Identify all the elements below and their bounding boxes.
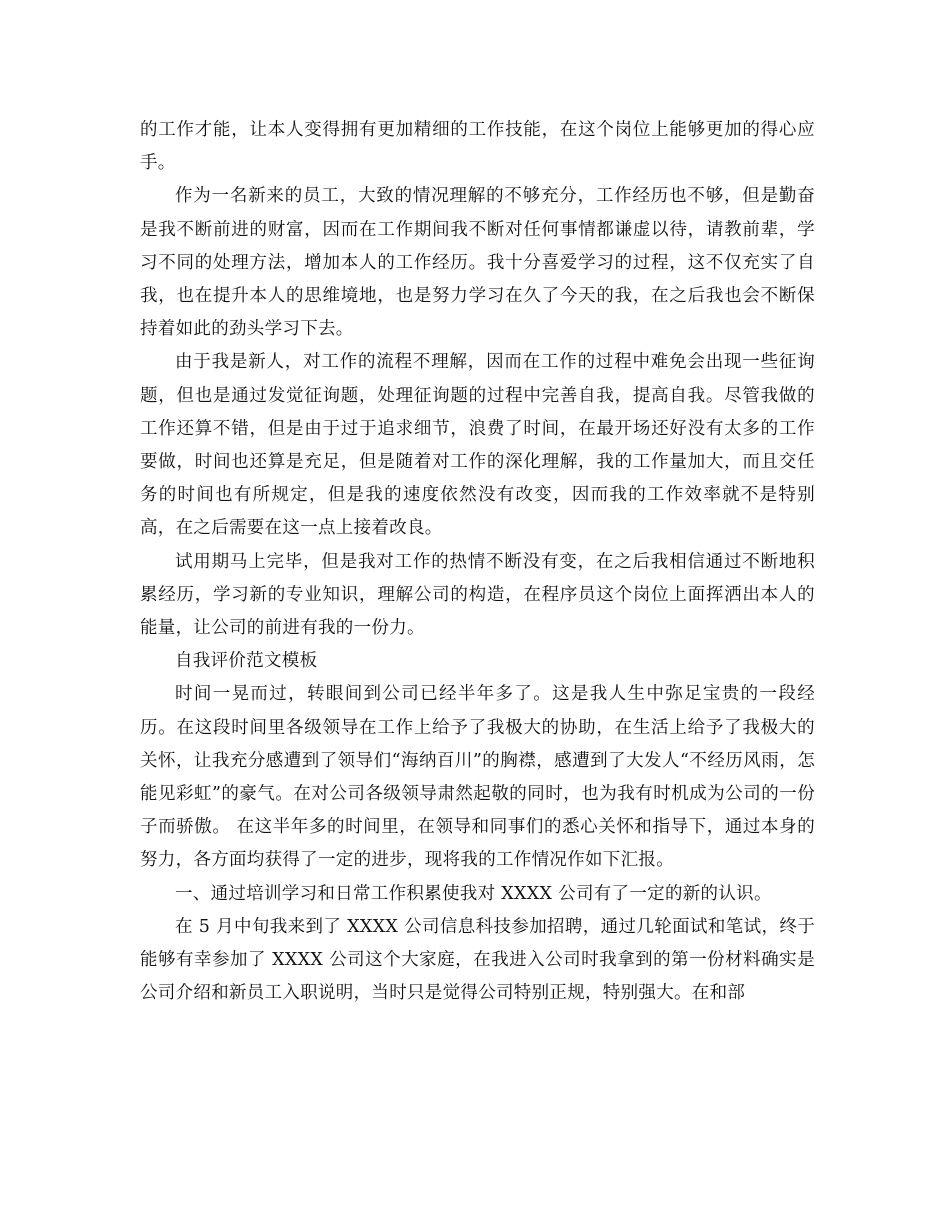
paragraph-probation-ending: 试用期马上完毕，但是我对工作的热情不断没有变，在之后我相信通过不断地积累经历，学习新的专业知识，理解公司的构造，在程序员这个岗位上面挥洒出本人的能量，让公司的前进有我的一份力。: [140, 551, 815, 639]
paragraph-continuation: 的工作才能，让本人变得拥有更加精细的工作技能，在这个岗位上能够更加的得心应手。: [140, 120, 815, 174]
document-body: [140, 114, 815, 1010]
paragraph-point-one: 一、通过培训学习和日常工作积累使我对 XXXX 公司有了一定的新的认识。: [175, 883, 772, 904]
paragraph-half-year: 时间一晃而过，转眼间到公司已经半年多了。这是我人生中弥足宝贵的一段经历。在这段时间里各级领导在工作上给予了我极大的协助，在生活上给予了我极大的关怀，让我充分感遭到了领导们“海纳百川”的胸襟，感遭到了大发人“不经历风雨，怎能见彩虹”的豪气。在对公司各级领导肃然起敬的同时，也为我有时机成为公司的一份子而骄傲。 在这半年多的时间里，在领导和同事们的悉心关怀和指导下，通过本身的努力，各方面均获得了一定的进步，现将我的工作情况作如下汇报。: [140, 684, 815, 871]
paragraph-joining: 在 5 月中旬我来到了 XXXX 公司信息科技参加招聘，通过几轮面试和笔试，终于能够有幸参加了 XXXX 公司这个大家庭，在我进入公司时我拿到的第一份材料确实是公司介绍和新员工入职说明，当时只是觉得公司特别正规，特别强大。在和部: [140, 916, 815, 1004]
section-heading: 自我评价范文模板: [175, 651, 318, 672]
paragraph-new-employee: 作为一名新来的员工，大致的情况理解的不够充分，工作经历也不够，但是勤奋是我不断前进的财富，因而在工作期间我不断对任何事情都谦虚以待，请教前辈，学习不同的处理方法，增加本人的工作经历。我十分喜爱学习的过程，这不仅充实了自我，也在提升本人的思维境地，也是努力学习在久了今天的我，在之后我也会不断保持着如此的劲头学习下去。: [140, 186, 815, 340]
paragraph-newcomer-issues: 由于我是新人，对工作的流程不理解，因而在工作的过程中难免会出现一些征询题，但也是通过发觉征询题，处理征询题的过程中完善自我，提高自我。尽管我做的工作还算不错，但是由于过于追求细节，浪费了时间，在最开场还好没有太多的工作要做，时间也还算是充足，但是随着对工作的深化理解，我的工作量加大，而且交任务的时间也有所规定，但是我的速度依然没有改变，因而我的工作效率就不是特别高，在之后需要在这一点上接着改良。: [140, 352, 815, 539]
